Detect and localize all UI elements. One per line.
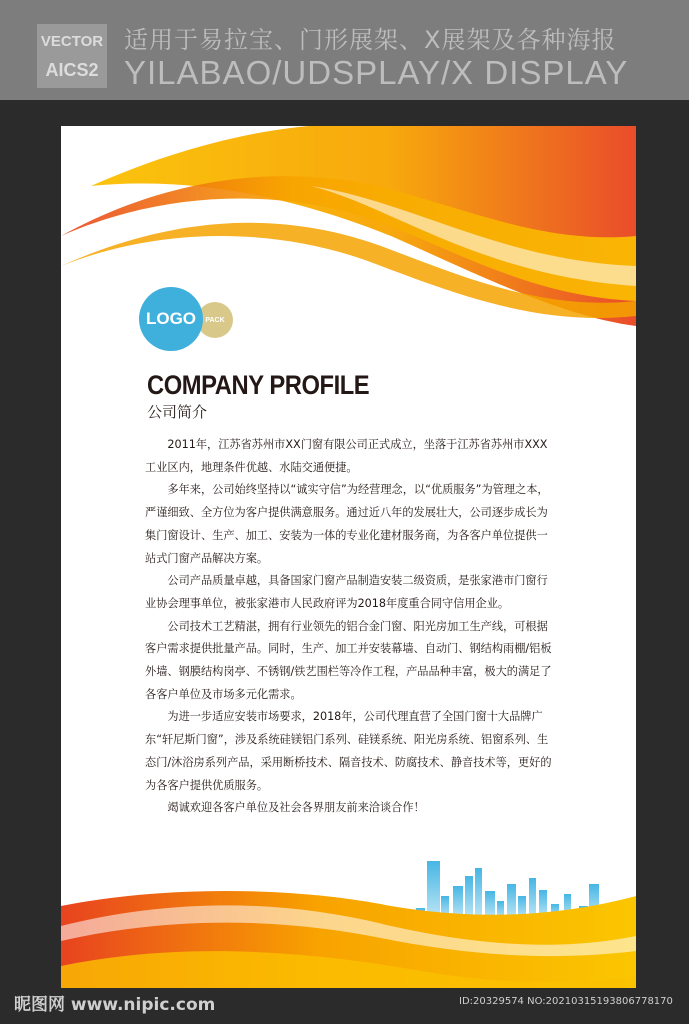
profile-subtitle: 公司简介 (147, 403, 208, 421)
profile-title: COMPANY PROFILE (147, 370, 370, 400)
paragraph: 多年来，公司始终坚持以“诚实守信”为经营理念，以“优质服务”为管理之本，严谨细致、全方位为客户提供满意服务。通过近八年的发展壮大，公司逐步成长为集门窗设计、生产、加工、安装为一体的专业化建材服务商，为各客户单位提供一站式门窗产品解决方案。 (145, 483, 549, 565)
paragraph: 公司技术工艺精湛，拥有行业领先的铝合金门窗、阳光房加工生产线，可根据客户需求提供批量产品。同时，生产、加工并安装幕墙、自动门、钢结构雨棚/铝板外墙、钢膜结构岗亭、不锈钢/铁艺围栏等冷作工程，产品品种丰富，极大的满足了各客户单位及市场多元化需求。 (145, 619, 552, 701)
site-watermark: 昵图网 www.nipic.com (14, 995, 216, 1015)
image-id: ID:20329574 NO:20210315193806778170 (459, 996, 673, 1007)
vector-badge (37, 24, 107, 88)
logo-badge-text: PACK (205, 316, 225, 324)
paragraph: 公司产品质量卓越，具备国家门窗产品制造安装二级资质，是张家港市门窗行业协会理事单位，被张家港市人民政府评为2018年度重合同守信用企业。 (145, 574, 548, 610)
banner-title-cn: 适用于易拉宝、门形展架、X展架及各种海报 (124, 26, 617, 54)
banner-title-en: YILABAO/UDSPLAY/X DISPLAY (124, 54, 629, 91)
paragraph: 2011年，江苏省苏州市XX门窗有限公司正式成立，坐落于江苏省苏州市XXX工业区内，地理条件优越、水陆交通便捷。 (145, 438, 548, 474)
top-banner (0, 0, 689, 100)
paragraph: 竭诚欢迎各客户单位及社会各界朋友前来洽谈合作！ (167, 801, 425, 815)
badge-line1: VECTOR (40, 33, 104, 50)
paragraph: 为进一步适应安装市场要求，2018年，公司代理直营了全国门窗十大品牌广东“轩尼斯门窗”，涉及系统硅镁铝门系列、硅镁系统、阳光房系统、铝窗系列、生态门/沐浴房系列产品，采用断桥技术、隔音技术、防腐技术、静音技术等，更好的为各客户提供优质服务。 (145, 710, 552, 792)
logo-text: LOGO (145, 309, 197, 328)
profile-body (145, 434, 553, 820)
badge-line2: AICS2 (45, 60, 99, 80)
logo (139, 287, 203, 351)
poster (61, 126, 636, 988)
